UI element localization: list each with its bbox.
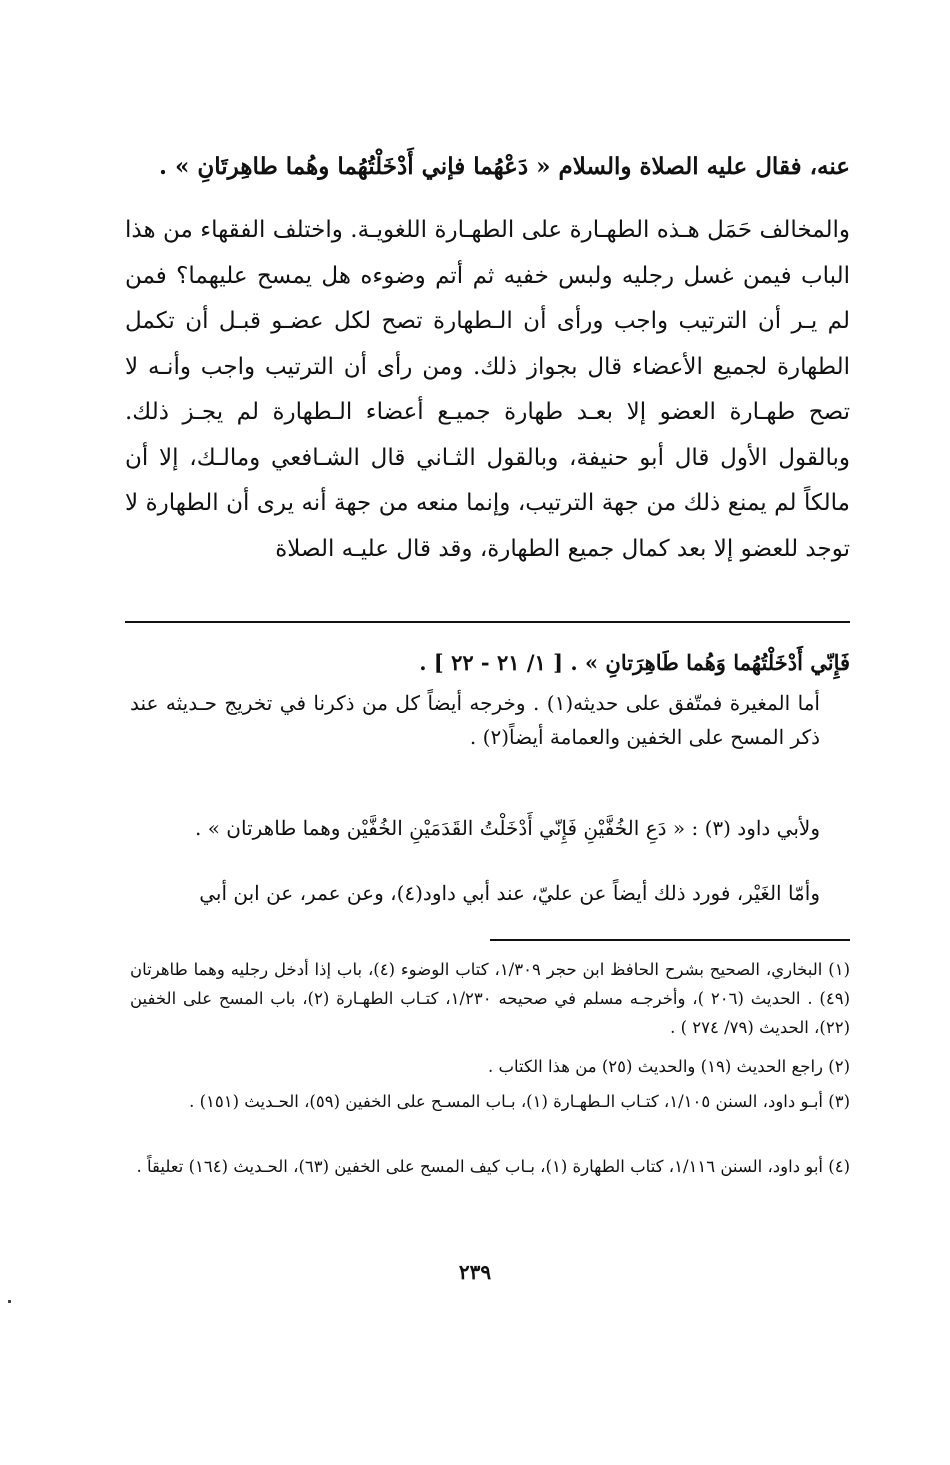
scan-speck [8, 1300, 11, 1303]
commentary-paragraph-1: أما المغيرة فمتّفق على حديثه(١) . وخرجه أيضاً كل من ذكرنا في تخريج حـديثه عند ذكر المسح على الخفين والعمامة أيضاً(٢) . [130, 691, 820, 749]
footnote-4: (٤) أبو داود، السنن ١/١١٦، كتاب الطهارة (١)، بـاب كيف المسح على الخفين (٦٣)، الحـديث (١٦٤) تعليقاً . [136, 1157, 850, 1176]
commentary-paragraph-2: ولأبي داود (٣) : « دَعِ الخُفَّيْنِ فَإِنّي أَدْخَلْتُ القَدَمَيْنِ الخُفَّيْن وهما طاهرتان » . [194, 816, 820, 840]
footnote-2: (٢) راجع الحديث (١٩) والحديث (٢٥) من هذا الكتاب . [488, 1057, 850, 1076]
footnote-1: (١) البخاري، الصحيح بشرح الحافظ ابن حجر ١/٣٠٩، كتاب الوضوء (٤)، باب إذا أدخل رجليه وهما طاهرتان (٤٩) . الحديث (٢٠٦ )، وأخرجـه مسلم في صحيحه ١/٢٣٠، كتـاب الطهـارة (٢)، باب المسح على الخفين (٢٢)، الحديث (٧٩/ ٢٧٤ ) . [130, 960, 851, 1037]
main-text-paragraph: والمخالف حَمَل هـذه الطهـارة على الطهـارة اللغويـة. واختلف الفقهاء من هذا الباب فيمن غسل رجليه ولبس خفيه ثم أتم وضوءه هل يمسح عليهما؟ فمن لم يـر أن الترتيب واجب ورأى أن الـطهارة تصح لكل عضـو قبـل أن تكمل الطهارة لجميع الأعضاء قال بجواز ذلك. ومن رأى أن الترتيب واجب وأنـه لا تصح طهـارة العضو إلا بعـد طهارة جميـع أعضاء الـطهارة لم يجـز ذلك. وبالقول الأول قال أبو حنيفة، وبالقول الثـاني قال الشـافعي ومالـك، إلا أن مالكاً لم يمنع ذلك من جهة الترتيب، وإنما منعه من جهة أنه يرى أن الطهارة لا توجد للعضو إلا بعد كمال جميع الطهارة، وقد قال عليـه الصلاة [125, 217, 850, 562]
commentary-paragraph-3: وأمّا الغَيْر، فورد ذلك أيضاً عن عليّ، عند أبي داود(٤)، وعن عمر، عن ابن أبي [199, 881, 820, 905]
footnote-divider [490, 939, 850, 941]
section-divider [125, 621, 850, 623]
commentary-first-line: فَإِنّي أَدْخَلْتُهُما وَهُما طَاهِرَتانِ » . [ ١/ ٢١ - ٢٢ ] . [419, 650, 850, 675]
main-text-first-line: عنه، فقال عليه الصلاة والسلام « دَعْهُما فإني أَدْخَلْتُهُما وهُما طاهِرتَانِ » . [158, 153, 850, 180]
footnote-3: (٣) أبـو داود، السنن ١/١٠٥، كتـاب الـطهـارة (١)، بـاب المسـح على الخفين (٥٩)، الحـديث (١٥١) . [189, 1092, 850, 1111]
page-number: ٢٣٩ [458, 1260, 492, 1284]
